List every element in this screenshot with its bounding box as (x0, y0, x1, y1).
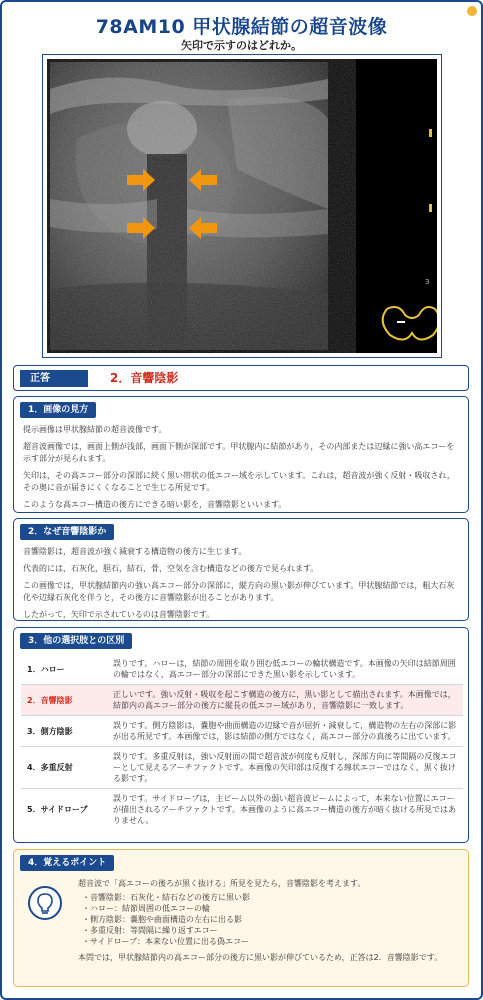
list-item: ・ ハロー：結節周囲の低エコーの輪 (82, 903, 456, 914)
option-explanation: 誤りです。サイドローブは，主ビーム以外の弱い超音波ビームによって，本来ない位置にエコーが描出されるアーチファクトです。本画像のように高エコー構造の後方が暗く抜ける所見ではありません。 (109, 789, 463, 831)
list-item: ・ 音響陰影：石灰化・結石などの後方に黒い影 (82, 892, 456, 903)
paragraph: 音響陰影は，超音波が強く減衰する構造物の後方に生じます。 (23, 547, 247, 556)
option-label: 5．サイドローブ (21, 789, 109, 831)
key-point-lead: 超音波で「高エコーの後ろが黒く抜ける」所見を見たら，音響陰影を考えます。 (78, 879, 366, 888)
key-point-conclusion: 本問では，甲状腺結節内の高エコー部分の後方に黒い影が伸びているため，正答は2．音響陰影です。 (78, 953, 443, 962)
section-heading: 2．なぜ音響陰影か (20, 524, 114, 540)
option-explanation: 誤りです。多重反射は，強い反射面の間で超音波が何度も反射し，深部方向に等間隔の反復エコーとして見えるアーチファクトです。本画像の矢印部は反復する線状エコーではなく，黒く抜ける影です。 (109, 747, 463, 789)
table-row (21, 654, 463, 685)
ultrasound-image-frame (42, 54, 442, 358)
section-option-comparison (13, 627, 469, 843)
depth-mark-3: 3 (425, 278, 430, 286)
paragraph: この画像では，甲状腺結節内の強い高エコー部分の深部に，縦方向の黒い影が伸びています。甲状腺結節では，粗大石灰化や辺縁石灰化を伴うと，その後方に音響陰影が出ることがあります。 (23, 581, 455, 602)
paragraph: 代表的には，石灰化，胆石，結石，骨，空気を含む構造などの後方で見られます。 (23, 564, 319, 573)
options-table (21, 654, 463, 830)
ultrasound-image (47, 59, 437, 353)
section-heading: 3．他の選択肢との区別 (20, 633, 132, 649)
table-row-correct (21, 685, 463, 716)
section-why-acoustic-shadow (13, 518, 469, 621)
option-label: 4．多重反射 (21, 747, 109, 789)
table-row (21, 789, 463, 831)
option-label: 1．ハロー (27, 664, 65, 674)
option-label: 3．側方陰影 (21, 716, 109, 747)
paragraph: 提示画像は甲状腺結節の超音波像です。 (23, 425, 167, 434)
key-point-list (82, 892, 456, 947)
answer-value: 2．音響陰影 (110, 371, 179, 385)
table-row (21, 747, 463, 789)
option-explanation: 誤りです。ハローは，結節の周囲を取り囲む低エコーの輪状構造です。本画像の矢印は結節周囲の輪ではなく，高エコー部分の深部にできた黒い影を示しています。 (113, 659, 456, 679)
page-title: 78AM10 甲状腺結節の超音波像 (95, 16, 388, 38)
option-label: 2．音響陰影 (21, 685, 109, 716)
table-row (21, 716, 463, 747)
option-explanation: 誤りです。側方陰影は，嚢胞や曲面構造の辺縁で音が屈折・減衰して，構造物の左右の深部に影が出る所見です。本画像では，影は結節の側方ではなく，高エコー部分の真後ろに出ています。 (109, 716, 463, 747)
lightbulb-icon (28, 886, 62, 920)
question-text: 矢印で示すのはどれか。 (181, 39, 302, 52)
section-key-points (13, 849, 469, 987)
section-heading: 1．画像の見方 (20, 402, 96, 418)
list-item: ・ サイドローブ：本来ない位置に出る偽エコー (82, 936, 456, 947)
answer-label: 正答 (20, 370, 88, 387)
answer-box (13, 365, 469, 391)
paragraph: このような高エコー構造の後方にできる暗い影を，音響陰影といいます。 (23, 500, 287, 509)
paragraph: 矢印は，その高エコー部分の深部に続く黒い帯状の低エコー域を示しています。これは，超音波が強く反射・吸収され，その奥に音が届きにくくなることで生じる所見です。 (23, 471, 455, 492)
paragraph: 超音波画像では，画面上側が浅部，画面下側が深部です。甲状腺内に結節があり，その内部または辺縁に強い高エコーを示す部分が見られます。 (23, 442, 455, 463)
list-item: ・ 側方陰影：嚢胞や曲面構造の左右に出る影 (82, 914, 456, 925)
option-explanation: 正しいです。強い反射・吸収を起こす構造の後方に，黒い影として描出されます。本画像では，結節内の高エコー部分の後方に縦長の低エコー域があり，音響陰影に一致します。 (109, 685, 463, 716)
paragraph: したがって，矢印で示されているのは音響陰影です。 (23, 610, 215, 619)
section-heading: 4．覚えるポイント (20, 855, 114, 871)
section-image-reading (13, 396, 469, 513)
list-item: ・ 多重反射：等間隔に繰り返すエコー (82, 925, 456, 936)
